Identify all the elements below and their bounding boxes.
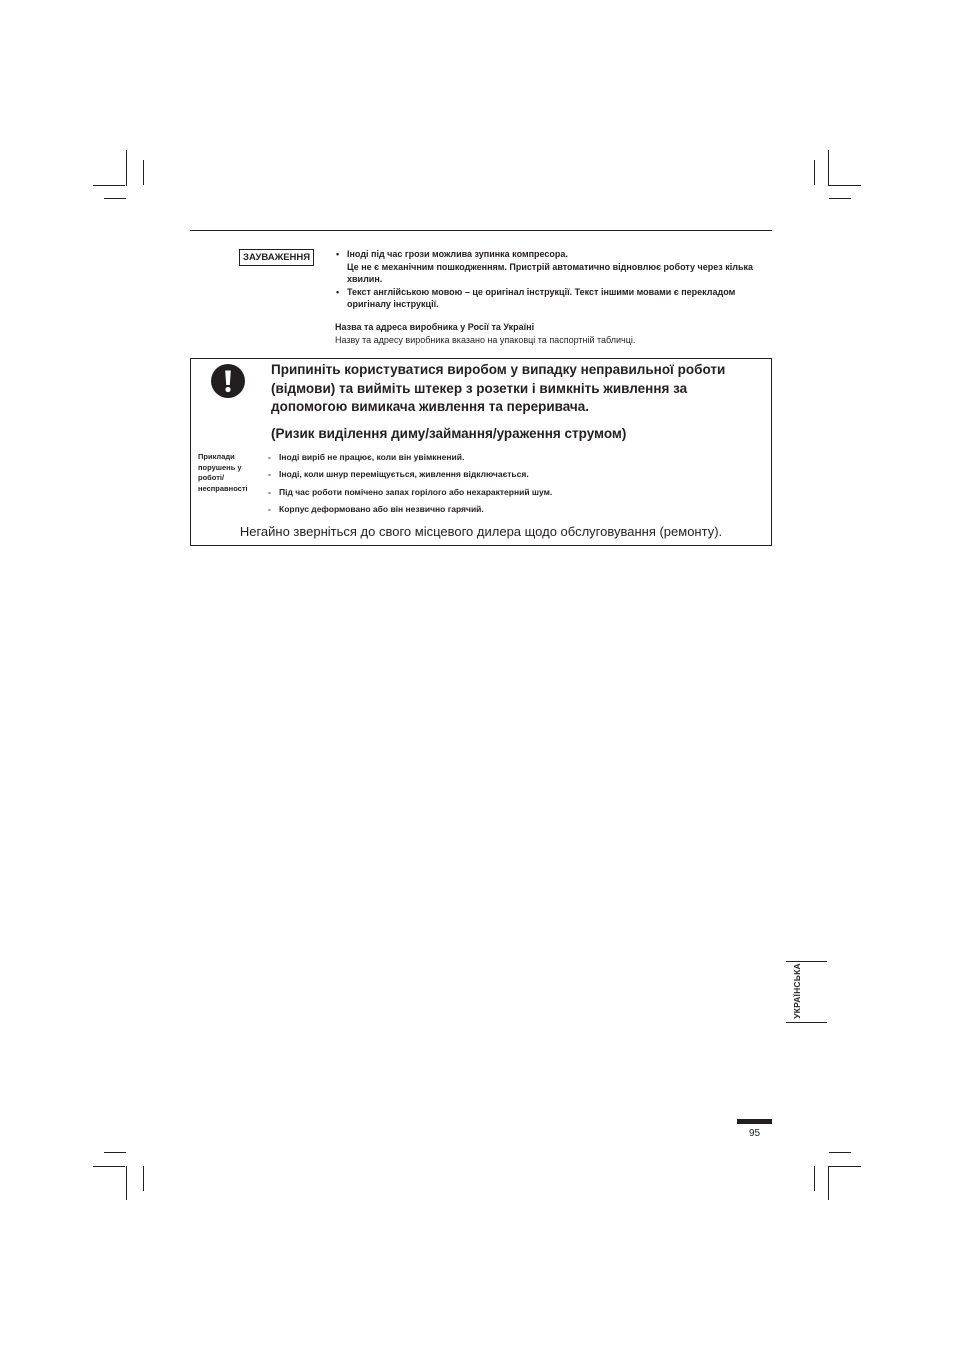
warning-title bbox=[271, 361, 766, 417]
language-tab: УКРАЇНСЬКА bbox=[792, 963, 802, 1019]
crop-mark bbox=[143, 1166, 144, 1191]
note-item-text: Іноді під час грози можлива зупинка компресора. bbox=[347, 249, 568, 259]
crop-mark bbox=[104, 198, 126, 199]
crop-mark bbox=[829, 198, 851, 199]
examples-label-line: порушень у bbox=[198, 462, 242, 472]
note-label: ЗАУВАЖЕННЯ bbox=[239, 249, 314, 266]
warning-box bbox=[190, 358, 772, 546]
crop-mark bbox=[93, 185, 125, 186]
page-number: 95 bbox=[748, 1128, 761, 1139]
dash: - bbox=[268, 452, 271, 462]
dash: - bbox=[268, 486, 271, 497]
page-number-bar bbox=[737, 1119, 772, 1124]
dash: - bbox=[268, 469, 271, 480]
crop-mark bbox=[828, 1166, 829, 1200]
warning-risk: (Ризик виділення диму/займання/ураження струмом) bbox=[271, 426, 627, 441]
note-item-text: Текст англійською мовою – це оригінал інструкції. Текст іншими мовами є перекладом оригіналу інструкції. bbox=[347, 286, 736, 309]
crop-mark bbox=[104, 1152, 126, 1153]
bullet: • bbox=[336, 249, 340, 259]
warning-title-line: Припиніть користуватися виробом у випадку неправильної роботи bbox=[271, 362, 726, 377]
examples-list bbox=[268, 449, 552, 518]
crop-mark bbox=[828, 150, 829, 186]
warning-title-line: допомогою вимикача живлення та переривача. bbox=[271, 399, 590, 414]
bullet: • bbox=[336, 286, 340, 297]
language-tab-divider bbox=[786, 1022, 827, 1023]
crop-mark bbox=[814, 160, 815, 185]
crop-mark bbox=[829, 185, 861, 186]
dash: - bbox=[268, 503, 271, 514]
crop-mark bbox=[829, 1166, 861, 1167]
crop-mark bbox=[126, 1166, 127, 1200]
manufacturer-heading: Назва та адреса виробника у Росії та Україні bbox=[335, 322, 535, 332]
note-list bbox=[336, 248, 772, 311]
crop-mark bbox=[126, 150, 127, 186]
note-item bbox=[336, 286, 772, 311]
example-text: Іноді, коли шнур переміщується, живлення відключається. bbox=[279, 469, 529, 480]
list-item bbox=[268, 501, 552, 518]
warning-footer: Негайно зверніться до свого місцевого дилера щодо обслуговування (ремонту). bbox=[239, 524, 723, 539]
note-item-detail: Це не є механічним пошкодженням. Пристрій автоматично відновлює роботу через кілька хвилин. bbox=[347, 261, 753, 284]
examples-label-line: Приклади bbox=[198, 452, 235, 461]
exclamation-circle-icon bbox=[211, 364, 245, 398]
list-item bbox=[268, 449, 552, 466]
crop-mark bbox=[93, 1166, 125, 1167]
list-item bbox=[268, 466, 552, 483]
examples-label-line: роботі/ bbox=[198, 473, 225, 482]
crop-mark bbox=[814, 1166, 815, 1191]
language-tab-divider bbox=[786, 961, 827, 962]
examples-label-line: несправності bbox=[198, 483, 248, 493]
list-item bbox=[268, 484, 552, 501]
examples-label bbox=[198, 452, 260, 494]
example-text: Іноді виріб не працює, коли він увімкнений. bbox=[279, 452, 465, 462]
crop-mark bbox=[143, 160, 144, 185]
manufacturer-text: Назву та адресу виробника вказано на упаковці та паспортній табличці. bbox=[335, 335, 636, 345]
note-item bbox=[336, 248, 772, 286]
crop-mark bbox=[829, 1152, 851, 1153]
top-divider bbox=[190, 230, 772, 231]
example-text: Під час роботи помічено запах горілого або нехарактерний шум. bbox=[279, 486, 553, 497]
warning-title-line: (відмови) та вийміть штекер з розетки і вимкніть живлення за bbox=[271, 380, 688, 396]
example-text: Корпус деформовано або він незвично гарячий. bbox=[279, 503, 484, 514]
